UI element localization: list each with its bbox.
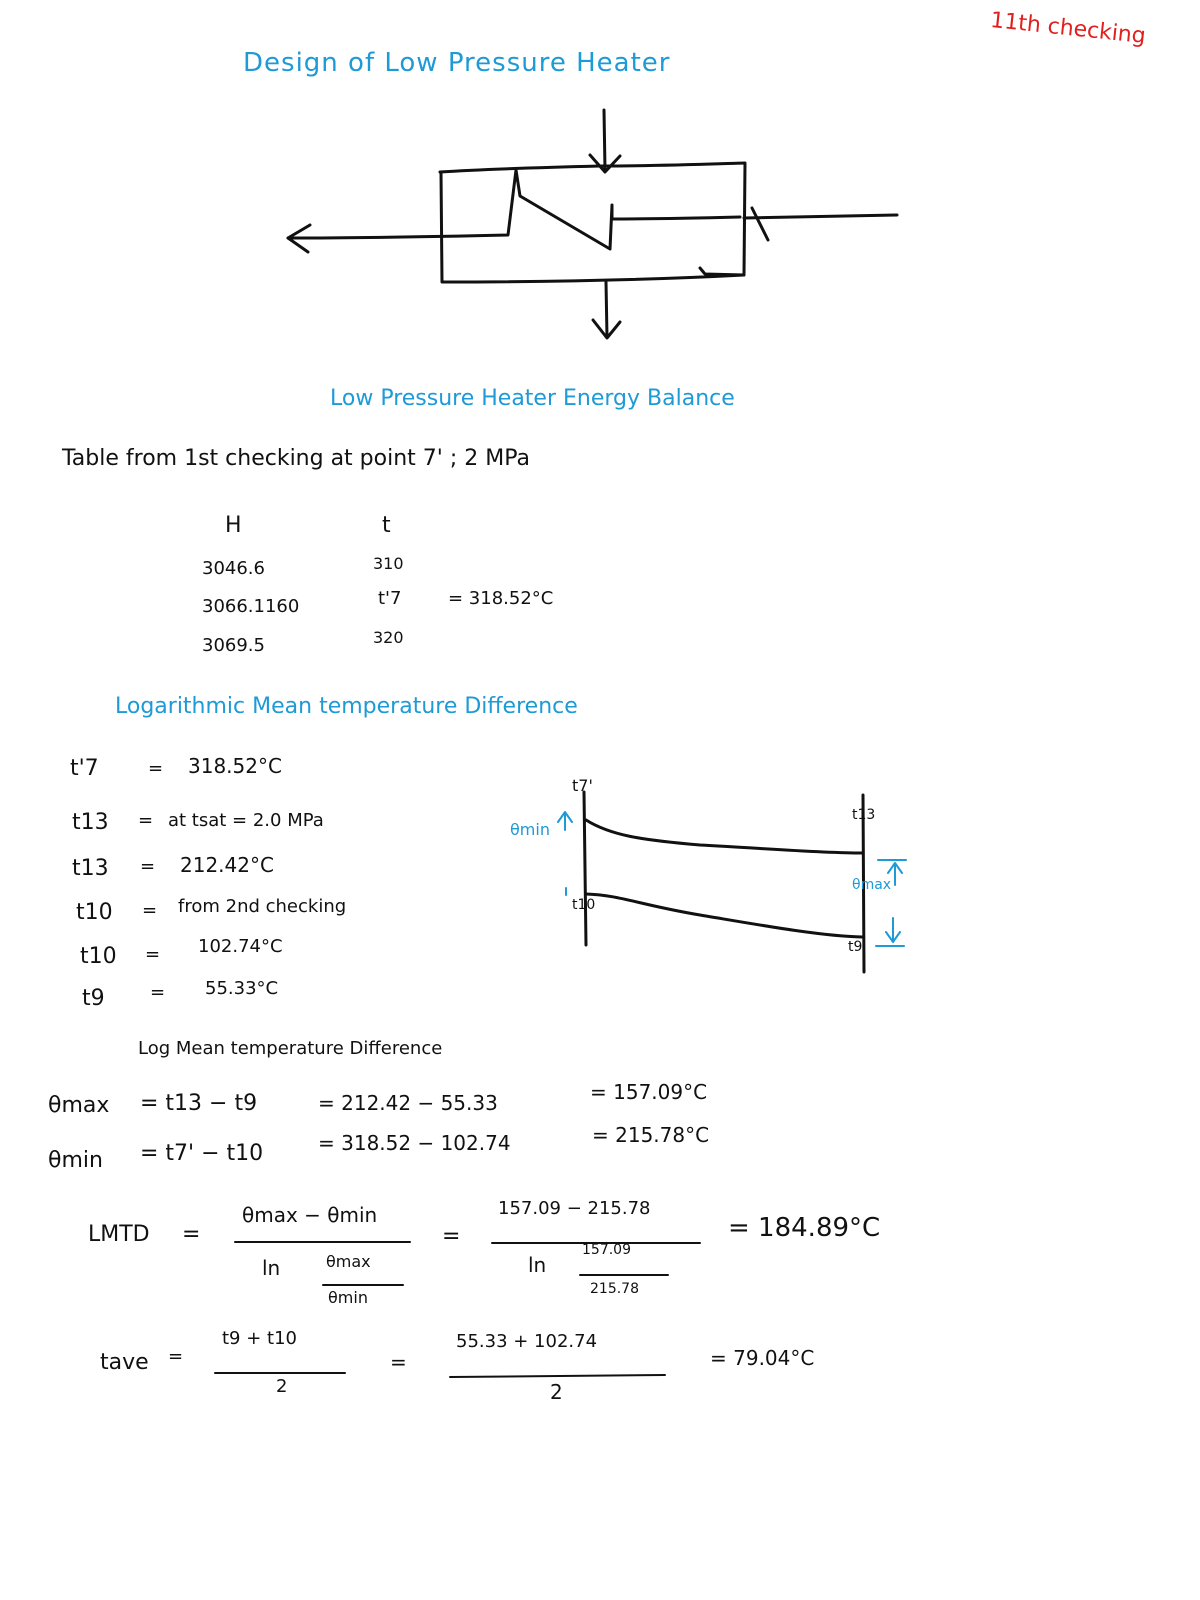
- lmtd-inner-numerator-value: 157.09: [582, 1242, 631, 1258]
- temp-label: t9: [82, 986, 105, 1011]
- tave-fraction-bar-2: [450, 1375, 665, 1377]
- table-cell-h: 3069.5: [202, 635, 265, 656]
- temp-eq: =: [148, 758, 164, 779]
- tave-numerator-values: 55.33 + 102.74: [456, 1331, 598, 1352]
- temp-value: 102.74°C: [198, 936, 283, 957]
- theta-min-arrow: [558, 812, 572, 830]
- tave-numerator: t9 + t10: [222, 1328, 297, 1349]
- temp-eq: =: [142, 900, 158, 921]
- temp-value: from 2nd checking: [178, 896, 347, 917]
- table-cell-t: 320: [373, 628, 404, 647]
- tave-denominator: 2: [276, 1376, 288, 1397]
- lmtd-section-title: Logarithmic Mean temperature Difference: [115, 694, 578, 719]
- checking-note: 11th checking: [989, 7, 1147, 50]
- lmtd-result: = 184.89°C: [728, 1213, 881, 1243]
- interpolation-result: = 318.52°C: [448, 588, 554, 609]
- lmtd-ln2: ln: [528, 1253, 547, 1277]
- tave-label: tave: [100, 1350, 149, 1375]
- theta-max-label: θmax: [48, 1093, 110, 1118]
- heater-shell: [440, 163, 745, 282]
- log-mean-title: Log Mean temperature Difference: [138, 1038, 443, 1059]
- lmtd-numerator-values: 157.09 − 215.78: [498, 1198, 651, 1219]
- fraction-bars: [215, 1242, 700, 1377]
- theta-max-subst: = 212.42 − 55.33: [318, 1091, 498, 1115]
- temp-label: t13: [72, 856, 109, 881]
- tave-eq2: =: [390, 1350, 407, 1374]
- theta-min-label: θmin: [48, 1148, 103, 1173]
- diagram-label-theta-max: θmax: [852, 877, 892, 893]
- temp-eq: =: [140, 856, 156, 877]
- table-cell-t: t'7: [378, 588, 402, 609]
- lmtd-inner-denominator-value: 215.78: [590, 1281, 639, 1297]
- diagram-label-t9: t9: [848, 939, 863, 955]
- diagram-label-theta-min: θmin: [510, 820, 550, 839]
- inlet-tick-right: [752, 208, 768, 240]
- inlet-line-right: [744, 215, 897, 218]
- lmtd-inner-numerator: θmax: [326, 1252, 371, 1271]
- table-cell-h: 3046.6: [202, 558, 265, 579]
- theta-min-expr: = t7' − t10: [140, 1141, 264, 1166]
- heater-schematic: [288, 110, 897, 338]
- theta-max-arrow-down: [886, 918, 900, 942]
- table-cell-t: 310: [373, 554, 404, 573]
- theta-max-result: = 157.09°C: [590, 1080, 708, 1104]
- temp-label: t10: [76, 900, 113, 925]
- energy-balance-title: Low Pressure Heater Energy Balance: [330, 386, 735, 411]
- lmtd-ln: ln: [262, 1256, 281, 1280]
- temp-label: t13: [72, 810, 109, 835]
- diagram-label-t10: t10: [572, 897, 596, 913]
- temp-eq: =: [145, 944, 161, 965]
- temp-label: t'7: [70, 756, 99, 781]
- tave-denominator-value: 2: [550, 1380, 563, 1404]
- tube-path: [288, 170, 740, 249]
- temp-value: 318.52°C: [188, 754, 282, 778]
- theta-min-subst: = 318.52 − 102.74: [318, 1131, 511, 1155]
- theta-min-result: = 215.78°C: [592, 1123, 710, 1147]
- theta-max-expr: = t13 − t9: [140, 1091, 258, 1116]
- lmtd-numerator: θmax − θmin: [242, 1203, 378, 1227]
- tave-eq: =: [168, 1346, 184, 1367]
- inlet-pipe-top: [604, 110, 605, 170]
- temp-value: 55.33°C: [205, 978, 279, 999]
- diagram-label-t7: t7': [572, 776, 593, 795]
- lmtd-eq2: =: [442, 1224, 461, 1249]
- col-header-t: t: [382, 513, 391, 538]
- lmtd-eq: =: [182, 1222, 201, 1247]
- outlet-pipe-bottom: [606, 282, 607, 337]
- temp-label: t10: [80, 944, 117, 969]
- temp-value: 212.42°C: [180, 853, 274, 877]
- table-cell-h: 3066.1160: [202, 596, 300, 617]
- tave-result: = 79.04°C: [710, 1346, 815, 1370]
- lmtd-inner-denominator: θmin: [328, 1288, 368, 1307]
- diagram-label-t13: t13: [852, 807, 876, 823]
- table-intro: Table from 1st checking at point 7' ; 2 MPa: [62, 446, 530, 471]
- temp-value: at tsat = 2.0 MPa: [168, 810, 324, 831]
- cold-line: [586, 894, 862, 937]
- temp-eq: =: [150, 982, 166, 1003]
- page-title: Design of Low Pressure Heater: [243, 48, 671, 78]
- hot-line: [586, 820, 862, 853]
- temp-eq: =: [138, 810, 154, 831]
- left-wall: [584, 792, 586, 945]
- lmtd-label: LMTD: [88, 1222, 150, 1247]
- col-header-h: H: [225, 513, 242, 538]
